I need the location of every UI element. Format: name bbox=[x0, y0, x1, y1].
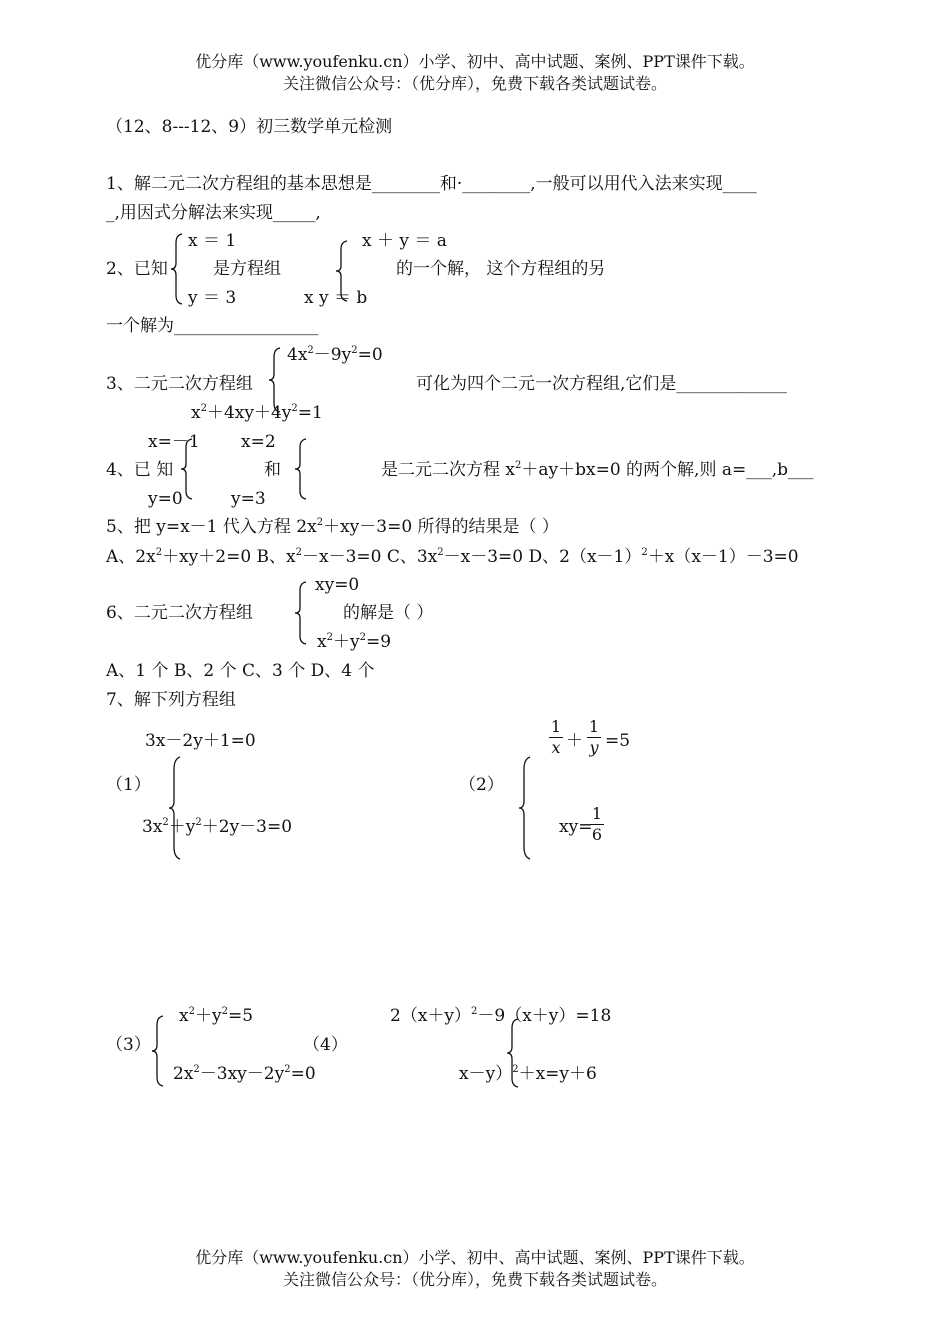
q2-suffix: 的一个解， 这个方程组的另 bbox=[396, 259, 606, 279]
q7-p2-fraction-2: 1 y bbox=[588, 717, 600, 757]
q7-p3-label: （3） bbox=[106, 1035, 151, 1055]
q4-brace-2 bbox=[294, 438, 308, 500]
q2-brace-left bbox=[170, 233, 184, 305]
q2-mid: 是方程组 bbox=[213, 259, 281, 279]
footer-line-1: 优分库（www.youfenku.cn）小学、初中、高中试题、案例、PPT课件下载。 bbox=[195, 1248, 755, 1267]
q2-solution-x: x ＝ 1 bbox=[188, 231, 237, 251]
q6-mid: 的解是（ ） bbox=[343, 603, 434, 623]
q7-p3-brace bbox=[151, 1015, 165, 1087]
q7-p2-eq-2: xy= bbox=[559, 817, 593, 837]
q4-solution-1-y: y=0 bbox=[148, 489, 183, 509]
footer-line-2: 关注微信公众号：（优分库），免费下载各类试题试卷。 bbox=[282, 1270, 667, 1289]
q7-p2-fraction-3: 1 6 bbox=[591, 804, 603, 844]
q4-and: 和 bbox=[264, 460, 281, 480]
q7-p2-eq-1-rhs: =5 bbox=[605, 731, 631, 751]
q2-prefix: 2、已知 bbox=[106, 259, 168, 279]
page-title: （12、8---12、9）初三数学单元检测 bbox=[106, 117, 393, 137]
q4-suffix: 是二元二次方程 $x^2+ay+bx=0$ 的两个解,则 a=___,b___ bbox=[381, 460, 814, 480]
q2-system-eq-2: x y ＝ b bbox=[304, 288, 368, 308]
q6-brace bbox=[294, 581, 308, 645]
q4-solution-2-y: y=3 bbox=[231, 489, 266, 509]
q1-line-1: 1、解二元二次方程组的基本思想是________和·________,一般可以用代入法来实现____ bbox=[106, 174, 757, 194]
q1-line-2: _,用因式分解法来实现_____, bbox=[106, 203, 321, 223]
q5-stem: 5、把 y=x－1 代入方程 $2x^2+xy-3=0$ 所得的结果是（ ） bbox=[106, 517, 559, 537]
q4-solution-2-x: x=2 bbox=[241, 432, 276, 452]
q7-p1-label: （1） bbox=[106, 775, 151, 795]
q6-eq-2: $x^2+y^2=9$ bbox=[317, 632, 392, 652]
q4-prefix: 4、已 知 bbox=[106, 460, 174, 480]
header-line-1: 优分库（www.youfenku.cn）小学、初中、高中试题、案例、PPT课件下载。 bbox=[195, 52, 755, 71]
q2-solution-y: y ＝ 3 bbox=[188, 288, 237, 308]
q5-options: A、$2x^2+xy+2=0$ B、$x^2-x-3=0$ C、$3x^2-x-3=0$ D、$2(x-1)^2+x(x-1)-3=0$ bbox=[106, 547, 799, 567]
q3-eq-2: $x^2+4xy+4y^2=1$ bbox=[191, 403, 323, 423]
q2-system-eq-1: x ＋ y ＝ a bbox=[362, 231, 447, 251]
q7-p2-fraction-1: 1 x bbox=[550, 717, 562, 757]
header-line-2: 关注微信公众号：（优分库），免费下载各类试题试卷。 bbox=[282, 74, 667, 93]
q7-p4-eq-1: $2(x+y)^2-9(x+y)=18$ bbox=[390, 1006, 612, 1026]
q7-p1-eq-2: $3x^2+y^2+2y-3=0$ bbox=[142, 817, 293, 837]
q7-p2-label: （2） bbox=[459, 775, 504, 795]
q7-stem: 7、解下列方程组 bbox=[106, 690, 236, 710]
q7-p1-eq-1: 3x－2y＋1=0 bbox=[145, 731, 256, 751]
q3-eq-1: $4x^2-9y^2=0$ bbox=[287, 345, 383, 365]
q7-p3-eq-1: $x^2+y^2=5$ bbox=[179, 1006, 254, 1026]
q6-prefix: 6、二元二次方程组 bbox=[106, 603, 253, 623]
q7-p2-brace bbox=[518, 756, 532, 860]
q7-p4-label: （4） bbox=[303, 1035, 348, 1055]
q7-p1-brace bbox=[168, 756, 182, 860]
q2-line-2: 一个解为_________________ bbox=[106, 316, 319, 336]
q4-solution-1-x: x=－1 bbox=[148, 432, 200, 452]
q7-p4-eq-2: x－y）$^2$＋x=y＋6 bbox=[459, 1064, 597, 1084]
q6-options: A、1 个 B、2 个 C、3 个 D、4 个 bbox=[106, 661, 375, 681]
q3-prefix: 3、二元二次方程组 bbox=[106, 374, 253, 394]
q6-eq-1: xy=0 bbox=[315, 575, 360, 595]
q7-p3-eq-2: $2x^2-3xy-2y^2=0$ bbox=[173, 1064, 316, 1084]
q7-p2-plus: ＋ bbox=[566, 731, 583, 751]
q3-suffix: 可化为四个二元一次方程组,它们是_____________ bbox=[416, 374, 787, 394]
